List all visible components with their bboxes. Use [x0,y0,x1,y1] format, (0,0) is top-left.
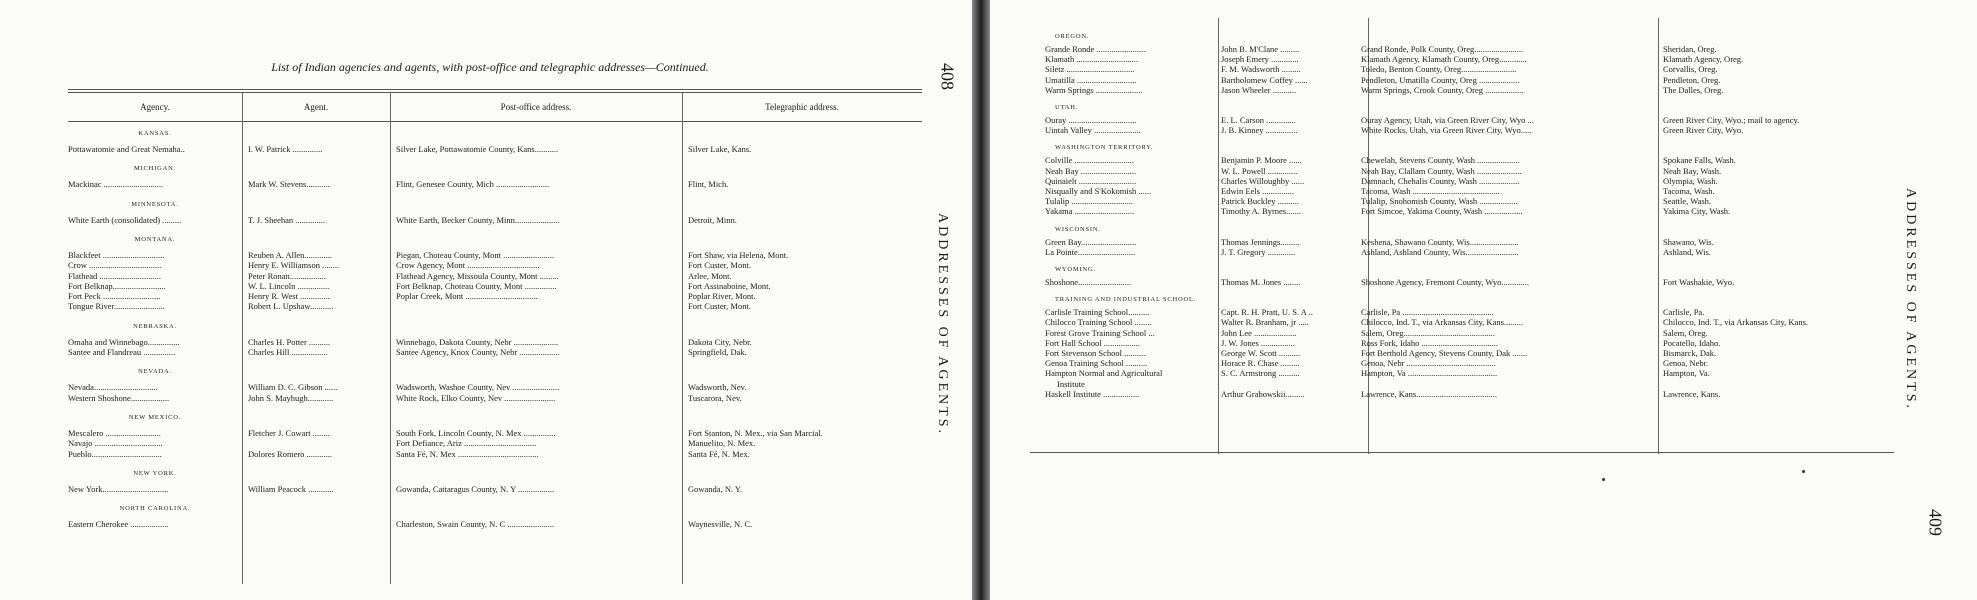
agency-cell: Fort Stevenson School .......... [1045,348,1146,358]
table-row [1045,186,1925,196]
post-office-cell: Klamath Agency, Klamath County, Oreg............. [1361,54,1527,65]
agency-cell: Fort Peck ........................... [68,291,161,302]
column-header-telegraphic: Telegraphic address. [765,102,839,112]
post-office-cell: Neah Bay, Clallam County, Wash ..................... [1361,165,1522,176]
agency-cell: Mackinac ............................ [68,179,164,190]
agent-cell: Dolores Romero ............ [248,448,333,459]
agency-cell: Quinaielt ........................... [1045,175,1137,186]
agent-cell: Timothy A. Byrnes....... [1221,206,1301,217]
agency-cell: Shoshone......................... [1045,277,1132,287]
agency-cell: Santee and Flandreau ............... [68,347,176,357]
telegraphic-cell: Carlisle, Pa. [1663,307,1705,318]
telegraphic-cell: Seattle, Wash. [1663,196,1712,207]
agent-cell: Benjamin P. Moore ...... [1221,155,1302,166]
agent-cell: J. B. Kinney ............... [1221,125,1298,136]
section-heading: TRAINING AND INDUSTRIAL SCHOOL. [1055,296,1197,304]
table-row [1045,389,1925,399]
section-heading: OREGON. [1055,33,1090,40]
table-row [68,301,938,311]
table-title: List of Indian agencies and agents, with post-office and telegraphic addresses—Continued. [271,60,709,74]
post-office-cell: White Earth, Becker County, Minn..................... [396,214,560,225]
agency-cell: Chilocco Training School ........ [1045,317,1152,328]
table-row [68,271,938,281]
post-office-cell: Pendleton, Umatilla County, Oreg ................... [1361,74,1520,85]
book-spine [972,0,990,600]
telegraphic-cell: Spokane Falls, Wash. [1663,155,1736,166]
section-heading: WISCONSIN. [1055,225,1101,233]
agent-cell: Robert L. Upshaw........... [248,301,334,312]
agency-cell: Tulalip ............................. [1045,196,1134,207]
post-office-cell: Chilocco, Ind. T., via Arkansas City, Kans......... [1361,317,1524,328]
rule [68,92,922,93]
post-office-cell: Silver Lake, Pottawatomie County, Kans........... [396,144,559,154]
agency-cell: New York............................... [68,483,169,494]
side-title-right: ADDRESSES OF AGENTS. [1903,188,1918,411]
agent-cell: William D. C. Gibson ...... [248,382,338,393]
agency-cell: Grande Ronde ....................... [1045,44,1146,54]
agency-cell: Fort Hall School ................. [1045,337,1140,348]
table-row [1045,317,1925,327]
agent-cell: T. J. Sheehan .............. [248,214,326,225]
section-heading: NEW MEXICO. [128,413,182,421]
agency-cell: Western Shoshone.................. [68,392,170,403]
table-row [68,260,938,270]
section-heading: NEVADA. [138,368,172,376]
table-row [1045,75,1925,85]
telegraphic-cell: Green River City, Wyo. [1663,125,1744,136]
agency-cell: Eastern Cherokee .................. [68,519,169,530]
agency-cell: Omaha and Winnebago............... [68,336,180,347]
post-office-cell: Poplar Creek, Mont .................................. [396,291,538,302]
telegraphic-cell: Corvallis, Oreg. [1663,64,1718,75]
agency-cell: Warm Springs ...................... [1045,84,1143,95]
telegraphic-cell: Detroit, Minn. [688,214,737,225]
telegraphic-cell: Genoa, Nebr. [1663,358,1709,369]
telegraphic-cell: Fort Shaw, via Helena, Mont. [688,249,789,260]
telegraphic-cell: Manuelito, N. Mex. [688,438,756,449]
telegraphic-cell: Dakota City, Nebr. [688,336,752,347]
post-office-cell: Santee Agency, Knox County, Nebr ................... [396,347,560,357]
agent-cell: John S. Mayhugh............ [248,392,334,403]
table-row [68,337,938,347]
post-office-cell: Shoshone Agency, Fremont County, Wyo............. [1361,277,1529,287]
post-office-cell: Keshena, Shawano County, Wis....................... [1361,236,1519,247]
table-row [68,484,938,494]
post-office-cell: Grand Ronde, Polk County, Oreg....................... [1361,44,1524,54]
agency-cell: Pueblo................................. [68,448,162,459]
table-row [1045,368,1925,378]
post-office-cell: Toledo, Benton County, Oreg.......................... [1361,64,1517,75]
table-row [68,250,938,260]
telegraphic-cell: Fort Stanton, N. Mex., via San Marcial. [688,427,823,438]
agency-cell: Flathead ............................. [68,270,162,281]
telegraphic-cell: Sheridan, Oreg. [1663,44,1717,54]
agency-cell: Navajo ................................ [68,438,163,449]
table-row [1045,64,1925,74]
section-heading: MINNESOTA. [131,200,179,208]
post-office-cell: Damnach, Chehalis County, Wash ................... [1361,175,1520,186]
table-row [1045,338,1925,348]
section-heading: NORTH CAROLINA. [119,505,191,513]
section-heading: WASHINGTON TERRITORY. [1055,144,1154,152]
table-row [68,347,938,357]
table-row [1045,348,1925,358]
post-office-cell: Crow Agency, Mont .................................. [396,260,540,271]
section-heading: MONTANA. [134,235,176,243]
post-office-cell: Ross Fork, Idaho .................................... [1361,337,1498,348]
post-office-cell: Ouray Agency, Utah, via Green River City, Wyo ... [1361,115,1534,125]
telegraphic-cell: Pocatello, Idaho. [1663,337,1721,348]
post-office-cell: Tacoma, Wash ......................................... [1361,186,1500,196]
post-office-cell: Fort Defiance, Ariz .................................. [396,438,537,449]
telegraphic-cell: Yakima City, Wash. [1663,206,1731,217]
section-heading: UTAH. [1055,104,1079,111]
agency-cell: Ouray ................................ [1045,115,1137,125]
table-row [1045,115,1925,125]
post-office-cell: Tulalip, Snohomish County, Wash .................. [1361,196,1518,207]
table-row [1045,247,1925,257]
agent-cell: E. L. Carson .............. [1221,115,1296,125]
section-heading: WYOMING. [1055,266,1096,273]
table-row [68,281,938,291]
side-title-left: ADDRESSES OF AGENTS. [935,213,950,436]
agency-cell: Neah Bay .......................... [1045,165,1137,176]
agency-cell: Blackfeet ............................. [68,249,165,260]
agent-cell: Henry E. Williamson ........ [248,260,340,271]
agent-cell: William Peacock ............ [248,483,334,494]
agency-cell: Colville ............................ [1045,155,1135,166]
table-row [1045,166,1925,176]
table-row [1045,155,1925,165]
agent-cell: Charles Willoughby ...... [1221,175,1305,186]
agent-cell: Thomas Jennings......... [1221,236,1300,247]
agent-cell: Henry R. West .............. [248,291,330,302]
agent-cell: I. W. Patrick .............. [248,144,323,154]
agent-cell: Patrick Buckley .......... [1221,196,1299,207]
telegraphic-cell: Tuscarora, Nev. [688,392,742,403]
agency-cell: Nevada.............................. [68,382,158,393]
telegraphic-cell: Ashland, Wis. [1663,246,1711,257]
agency-cell: Klamath ............................. [1045,54,1139,65]
table-row [1045,44,1925,54]
table-row [68,215,938,225]
right-page [990,0,1977,600]
telegraphic-cell: Arlee, Mont. [688,270,732,281]
telegraphic-cell: Lawrence, Kans. [1663,388,1721,399]
table-row [1045,85,1925,95]
telegraphic-cell: Fort Washakie, Wyo. [1663,277,1735,287]
post-office-cell: Flint, Genesee County, Mich ......................... [396,179,550,190]
agent-cell: W. L. Lincoln ............... [248,280,330,291]
ink-mark [1602,478,1605,481]
telegraphic-cell: Wadsworth, Nev. [688,382,747,393]
post-office-cell: Fort Berthold Agency, Stevens County, Dak ....... [1361,348,1528,358]
table-row [1045,379,1925,389]
agent-cell: S. C. Armstrong .......... [1221,368,1300,379]
telegraphic-cell: Springfield, Dak. [688,347,747,357]
table-row [1045,206,1925,216]
agency-cell: Umatilla ............................ [1045,74,1137,85]
agency-cell: Hampton Normal and Agricultural [1045,368,1163,379]
post-office-cell: Genoa, Nebr .......................................... [1361,358,1496,369]
rule [68,121,922,122]
telegraphic-cell: Fort Assinaboine, Mont. [688,280,771,291]
post-office-cell: Charleston, Swain County, N. C ...................... [396,519,555,530]
telegraphic-cell: Fort Custer, Mont. [688,301,751,312]
agency-cell: Genoa Training School .......... [1045,358,1148,369]
agent-cell: Horace R. Chase ......... [1221,358,1300,369]
post-office-cell: Salem, Oreg........................................... [1361,327,1495,338]
telegraphic-cell: Klamath Agency, Oreg. [1663,54,1744,65]
post-office-cell: Warm Springs, Crook County, Oreg .................. [1361,84,1524,95]
agent-cell: J. W. Jones ................ [1221,337,1295,348]
telegraphic-cell: The Dalles, Oreg. [1663,84,1724,95]
page-number-right: 409 [1925,509,1946,536]
agency-cell: Nisqually and S'Kokomish ...... [1045,186,1152,196]
telegraphic-cell: Waynesville, N. C. [688,519,753,530]
telegraphic-cell: Poplar River, Mont. [688,291,756,302]
section-heading: NEBRASKA. [133,322,177,330]
table-row [1045,358,1925,368]
post-office-cell: South Fork, Lincoln County, N. Mex ............... [396,427,556,438]
table-row [1045,54,1925,64]
agent-cell: John Lee .................... [1221,327,1297,338]
telegraphic-cell: Tacoma, Wash. [1663,186,1715,196]
column-header-agency: Agency. [140,102,170,112]
table-row [1045,196,1925,206]
section-heading: KANSAS. [138,130,172,137]
table-row [68,382,938,392]
agent-cell: J. T. Gregory ............. [1221,246,1296,257]
agency-cell: Carlisle Training School.......... [1045,307,1150,318]
agent-cell: Edwin Eels ............... [1221,186,1294,196]
left-page [0,0,972,600]
agency-cell: Yakama ............................ [1045,206,1135,217]
table-row [68,144,938,154]
rule [1030,452,1894,453]
post-office-cell: Fort Simcoe, Yakima County, Wash .................. [1361,206,1523,217]
post-office-cell: Lawrence, Kans...................................... [1361,388,1497,399]
table-row [68,179,938,189]
telegraphic-cell: Bismarck, Dak. [1663,348,1717,358]
agent-cell: Mark W. Stevens........... [248,179,330,190]
table-row [68,519,938,529]
telegraphic-cell: Hampton, Va. [1663,368,1710,379]
table-row [1045,176,1925,186]
post-office-cell: White Rock, Elko County, Nev ........................ [396,392,556,403]
agency-cell: Fort Belknap......................... [68,280,166,291]
post-office-cell: Winnebago, Dakota County, Nebr ..................... [396,336,559,347]
telegraphic-cell: Olympia, Wash. [1663,175,1718,186]
table-row [68,428,938,438]
post-office-cell: Chewelah, Stevens County, Wash .................... [1361,155,1520,166]
table-row [68,449,938,459]
agent-cell: Jason Wheeler ........... [1221,84,1297,95]
post-office-cell: White Rocks, Utah, via Green River City, Wyo..... [1361,125,1532,136]
table-row [1045,277,1925,287]
agency-cell: Haskell Institute ................. [1045,388,1140,399]
table-row [1045,125,1925,135]
telegraphic-cell: Santa Fé, N. Mex. [688,448,750,459]
telegraphic-cell: Neah Bay, Wash. [1663,165,1722,176]
agent-cell: Walter R. Branham, jr ..... [1221,317,1309,328]
column-header-agent: Agent. [303,102,329,112]
agency-cell: Pottawatomie and Great Nemaha.. [68,144,185,154]
post-office-cell: Fort Belknap, Choteau County, Mont ............... [396,280,557,291]
post-office-cell: Carlisle, Pa ........................................... [1361,307,1494,318]
agent-cell: Reuben A. Allen............. [248,249,333,260]
agency-cell: Crow .................................. [68,260,162,271]
agency-cell: Tongue River........................ [68,301,165,312]
telegraphic-cell: Fort Custer, Mont. [688,260,751,271]
post-office-cell: Flathead Agency, Missoula County, Mont ......... [396,270,559,281]
telegraphic-cell: Shawano, Wis. [1663,236,1714,247]
table-row [1045,237,1925,247]
telegraphic-cell: Green River City, Wyo.; mail to agency. [1663,115,1800,125]
page-number-left: 408 [937,63,958,90]
post-office-cell: Santa Fé, N. Mex ...................................... [396,448,539,459]
agent-cell: Capt. R. H. Pratt, U. S. A .. [1221,307,1313,318]
agency-cell: La Pointe........................... [1045,246,1136,257]
agent-cell: John B. M'Clane ......... [1221,44,1300,54]
agency-cell: Mescalero .......................... [68,427,161,438]
agent-cell: George W. Scott .......... [1221,348,1301,358]
agent-cell: Charles Hill ................. [248,347,328,357]
post-office-cell: Wadsworth, Washoe County, Nev ...................... [396,382,560,393]
agency-cell: Institute [1057,378,1085,389]
post-office-cell: Piegan, Choteau County, Mont ........................ [396,249,555,260]
agent-cell: Peter Ronan................. [248,270,326,281]
agency-cell: Siletz ................................ [1045,64,1135,75]
post-office-cell: Gowanda, Cattaragus County, N. Y ................. [396,483,555,494]
table-row [68,291,938,301]
rule [68,89,922,90]
telegraphic-cell: Gowanda, N. Y. [688,483,743,494]
agent-cell: Fletcher J. Cowart ........ [248,427,330,438]
table-row [68,438,938,448]
agency-cell: White Earth (consolidated) ......... [68,214,182,225]
post-office-cell: Ashland, Ashland County, Wis......................... [1361,246,1519,257]
telegraphic-cell: Flint, Mich. [688,179,729,190]
telegraphic-cell: Pendleton, Oreg. [1663,74,1721,85]
table-row [1045,307,1925,317]
agent-cell: Joseph Emery ............. [1221,54,1299,65]
ink-mark [1802,470,1805,473]
agent-cell: Arthur Grabowskii......... [1221,388,1305,399]
agent-cell: W. L. Powell .............. [1221,165,1298,176]
agency-cell: Green Bay.......................... [1045,236,1137,247]
agency-cell: Uintah Valley ...................... [1045,125,1141,136]
telegraphic-cell: Silver Lake, Kans. [688,144,752,154]
telegraphic-cell: Salem, Oreg. [1663,327,1708,338]
post-office-cell: Hampton, Va .......................................... [1361,368,1498,379]
table-row [68,393,938,403]
agent-cell: Thomas M. Jones ........ [1221,277,1301,287]
agency-cell: Forest Grove Training School ... [1045,327,1155,338]
agent-cell: F. M. Wadsworth ......... [1221,64,1301,75]
section-heading: NEW YORK. [133,469,177,477]
table-row [1045,328,1925,338]
column-header-post-office: Post-office address. [500,102,572,112]
agent-cell: Bartholomew Coffey ...... [1221,74,1308,85]
agent-cell: Charles H. Potter .......... [248,336,331,347]
telegraphic-cell: Chilocco, Ind. T., via Arkansas City, Kans. [1663,317,1809,328]
section-heading: MICHIGAN. [133,165,177,173]
